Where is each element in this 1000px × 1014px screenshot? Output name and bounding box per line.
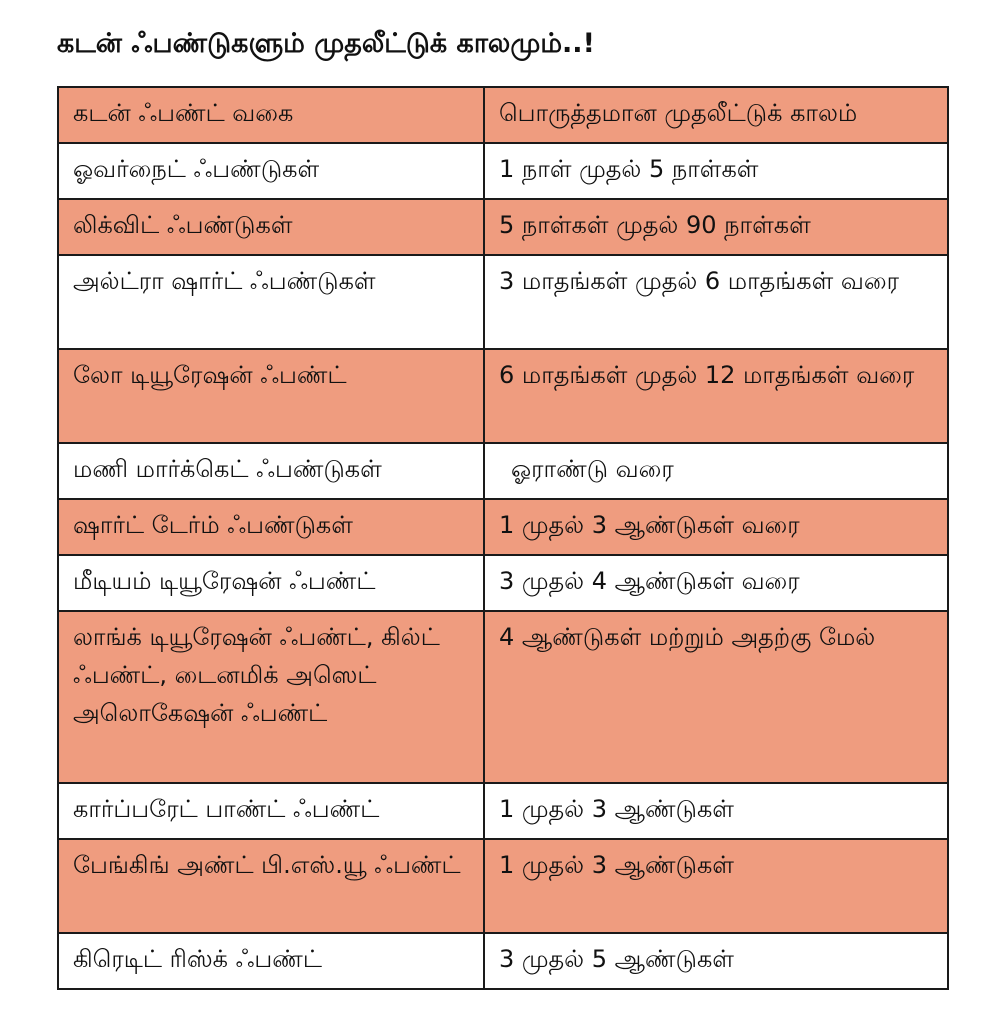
header-fund-type: கடன் ஃபண்ட் வகை [58, 87, 484, 143]
table-row [58, 199, 948, 255]
period-cell: 1 முதல் 3 ஆண்டுகள் [484, 839, 948, 933]
period-cell: 4 ஆண்டுகள் மற்றும் அதற்கு மேல் [484, 611, 948, 783]
fund-type-cell: கிரெடிட் ரிஸ்க் ஃபண்ட் [58, 933, 484, 989]
period-cell: 5 நாள்கள் முதல் 90 நாள்கள் [484, 199, 948, 255]
fund-type-cell: லிக்விட் ஃபண்டுகள் [58, 199, 484, 255]
fund-type-cell: மீடியம் டியூரேஷன் ஃபண்ட் [58, 555, 484, 611]
table-row [58, 443, 948, 499]
table-header-row [58, 87, 948, 143]
period-cell: 3 மாதங்கள் முதல் 6 மாதங்கள் வரை [484, 255, 948, 349]
table-row [58, 839, 948, 933]
table-row [58, 611, 948, 783]
table-row [58, 349, 948, 443]
fund-type-cell: லாங்க் டியூரேஷன் ஃபண்ட், கில்ட் ஃபண்ட், டைனமிக் அஸெட் அலொகேஷன் ஃபண்ட் [58, 611, 484, 783]
period-cell: 1 நாள் முதல் 5 நாள்கள் [484, 143, 948, 199]
period-cell: 6 மாதங்கள் முதல் 12 மாதங்கள் வரை [484, 349, 948, 443]
period-cell: 1 முதல் 3 ஆண்டுகள் வரை [484, 499, 948, 555]
fund-type-cell: மணி மார்க்கெட் ஃபண்டுகள் [58, 443, 484, 499]
fund-type-cell: ஷார்ட் டேர்ம் ஃபண்டுகள் [58, 499, 484, 555]
header-period: பொருத்தமான முதலீட்டுக் காலம் [484, 87, 948, 143]
table-row [58, 555, 948, 611]
fund-type-cell: ஓவர்நைட் ஃபண்டுகள் [58, 143, 484, 199]
page-title: கடன் ஃபண்டுகளும் முதலீட்டுக் காலமும்..! [57, 28, 595, 59]
fund-type-cell: பேங்கிங் அண்ட் பி.எஸ்.யூ ஃபண்ட் [58, 839, 484, 933]
debt-fund-table [57, 86, 949, 990]
period-cell: 3 முதல் 5 ஆண்டுகள் [484, 933, 948, 989]
table-row [58, 143, 948, 199]
fund-type-cell: கார்ப்பரேட் பாண்ட் ஃபண்ட் [58, 783, 484, 839]
fund-type-cell: அல்ட்ரா ஷார்ட் ஃபண்டுகள் [58, 255, 484, 349]
period-cell: ஓராண்டு வரை [484, 443, 948, 499]
period-cell: 1 முதல் 3 ஆண்டுகள் [484, 783, 948, 839]
fund-type-cell: லோ டியூரேஷன் ஃபண்ட் [58, 349, 484, 443]
table-row [58, 255, 948, 349]
table-row [58, 933, 948, 989]
table-row [58, 499, 948, 555]
table-row [58, 783, 948, 839]
period-cell: 3 முதல் 4 ஆண்டுகள் வரை [484, 555, 948, 611]
